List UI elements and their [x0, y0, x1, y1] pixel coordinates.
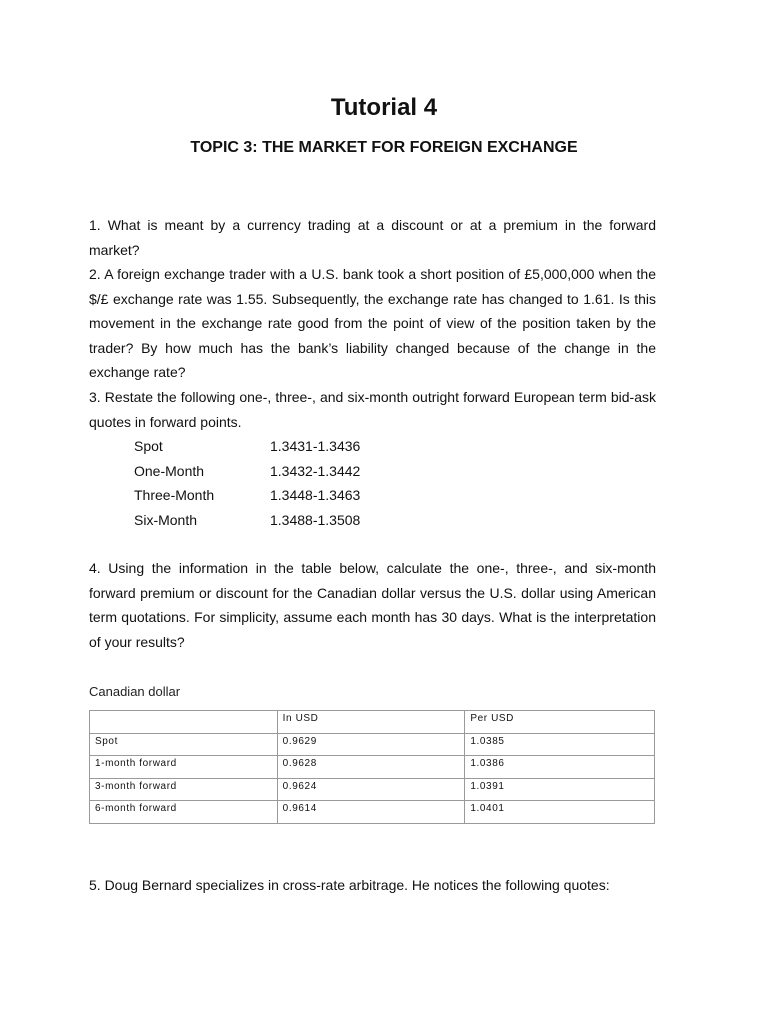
- quote-label: Spot: [134, 438, 163, 454]
- quote-row: [134, 483, 434, 508]
- table-cell: 1.0385: [465, 733, 655, 756]
- table-cell: 0.9629: [277, 733, 465, 756]
- quote-row: [134, 508, 434, 533]
- table-cell: 0.9628: [277, 756, 465, 779]
- table-header-cell: Per USD: [465, 711, 655, 734]
- topic-heading: TOPIC 3: THE MARKET FOR FOREIGN EXCHANGE: [190, 139, 578, 156]
- table-cell: Spot: [90, 733, 278, 756]
- canadian-dollar-table: [89, 710, 655, 824]
- table-caption: Canadian dollar: [89, 684, 181, 699]
- quotes-list: [134, 434, 434, 532]
- quote-label: Three-Month: [134, 487, 215, 503]
- table-cell: 0.9614: [277, 801, 465, 824]
- question-1: 1. What is meant by a currency trading at a discount or at a premium in the forward market?: [89, 217, 656, 258]
- question-5: 5. Doug Bernard specializes in cross-rate arbitrage. He notices the following quotes:: [89, 877, 610, 893]
- quote-row: [134, 434, 434, 459]
- table-cell: 3-month forward: [90, 778, 278, 801]
- table-cell: 1.0401: [465, 801, 655, 824]
- table-header-row: [90, 711, 655, 734]
- table-header-cell: [90, 711, 278, 734]
- question-4: 4. Using the information in the table below, calculate the one-, three-, and six-month forward premium or discount for the Canadian dollar versus the U.S. dollar using American term quotations. For simplicity, assume each month has 30 days. What is the interpretation of your results?: [89, 560, 656, 650]
- quote-value: 1.3448-1.3463: [270, 487, 361, 503]
- table-row: [90, 756, 655, 779]
- quote-value: 1.3432-1.3442: [270, 462, 361, 479]
- table-cell: 0.9624: [277, 778, 465, 801]
- quote-value: 1.3431-1.3436: [270, 438, 361, 454]
- table-cell: 1.0391: [465, 778, 655, 801]
- table-cell: 1-month forward: [90, 756, 278, 779]
- table-cell: 1.0386: [465, 756, 655, 779]
- quote-row: [134, 459, 434, 484]
- table-header-cell: In USD: [277, 711, 465, 734]
- question-2: 2. A foreign exchange trader with a U.S. bank took a short position of £5,000,000 when the $/£ exchange rate was 1.55. Subsequently, the exchange rate has changed to 1.61. Is this movement in the exchange rate good from the point of view of the position taken by the trader? By how much has the bank’s liability changed because of the change in the exchange rate?: [89, 266, 656, 380]
- quote-label: One-Month: [134, 462, 205, 479]
- quote-label: Six-Month: [134, 511, 198, 528]
- table-row: [90, 778, 655, 801]
- question-3: 3. Restate the following one-, three-, and six-month outright forward European term bid-ask quotes in forward points.: [89, 389, 656, 430]
- table-row: [90, 801, 655, 824]
- quote-value: 1.3488-1.3508: [270, 511, 361, 528]
- table-row: [90, 733, 655, 756]
- table-cell: 6-month forward: [90, 801, 278, 824]
- page-title: Tutorial 4: [330, 94, 438, 121]
